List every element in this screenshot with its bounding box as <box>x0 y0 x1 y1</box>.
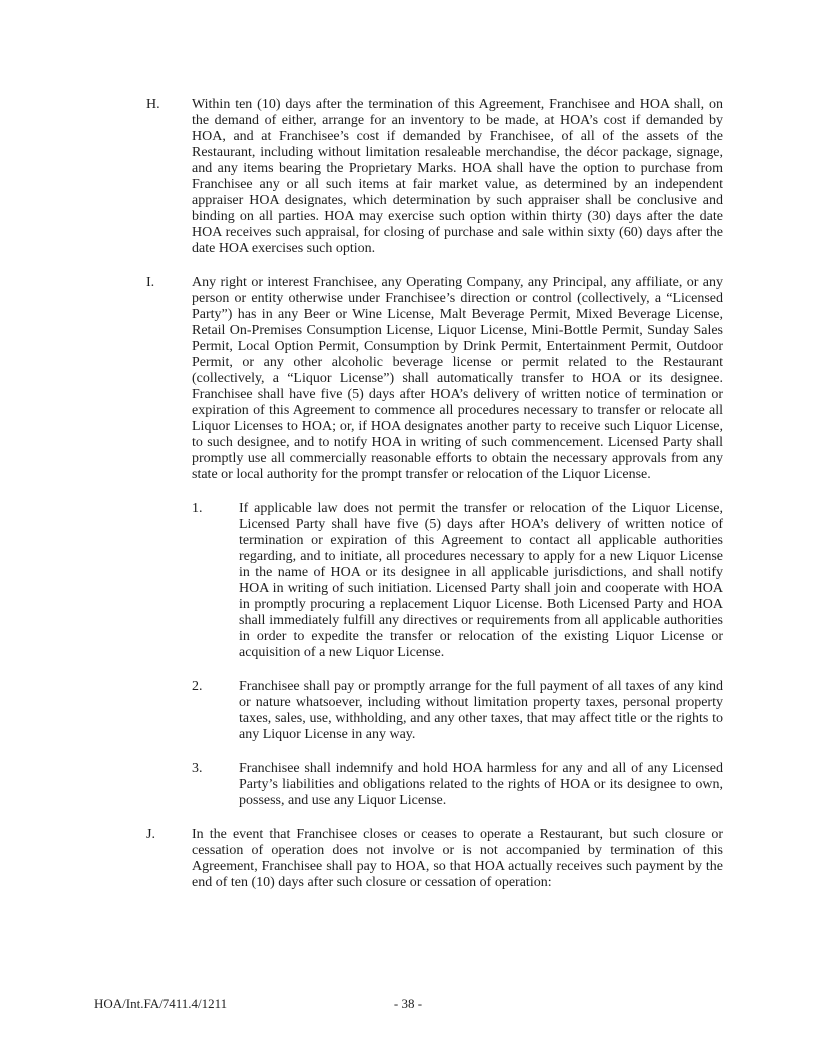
section-i-paragraph: Any right or interest Franchisee, any Operating Company, any Principal, any affiliate, or any person or entity otherwise under Franchisee’s direction or control (collectively, a “Licensed Party”) has in any Beer or Wine License, Malt Beverage Permit, Mixed Beverage License, Retail On-Premises Consumption License, Liquor License, Mini-Bottle Permit, Sunday Sales Permit, Local Option Permit, Consumption by Drink Permit, Entertainment Permit, Outdoor Permit, or any other alcoholic beverage license or permit related to the Restaurant (collectively, a “Liquor License”) shall automatically transfer to HOA or its designee. Franchisee shall have five (5) days after HOA’s delivery of written notice of termination or expiration of this Agreement to commence all procedures necessary to transfer or relocate all Liquor Licenses to HOA; or, if HOA designates another party to receive such Liquor License, to such designee, and to notify HOA in writing of such commencement. Licensed Party shall promptly use all commercially reasonable efforts to obtain the necessary approvals from any state or local authority for the prompt transfer or relocation of the Liquor License. <box>192 275 723 482</box>
section-i-item-3 <box>192 761 723 809</box>
page-body-text <box>146 97 723 891</box>
section-j-label: J. <box>146 827 155 842</box>
page-number: - 38 - <box>393 996 423 1011</box>
section-i <box>146 275 723 483</box>
section-j <box>146 827 723 891</box>
section-i-item-3-paragraph: Franchisee shall indemnify and hold HOA harmless for any and all of any Licensed Party’s liabilities and obligations related to the rights of HOA or its designee to own, possess, and use any Liquor License. <box>239 761 723 808</box>
section-i-item-2-number: 2. <box>192 679 203 694</box>
section-h-paragraph: Within ten (10) days after the termination of this Agreement, Franchisee and HOA shall, on the demand of either, arrange for an inventory to be made, at HOA’s cost if demanded by HOA, and at Franchisee’s cost if demanded by Franchisee, of all of the assets of the Restaurant, including without limitation resaleable merchandise, the décor package, signage, and any items bearing the Proprietary Marks. HOA shall have the option to purchase from Franchisee any or all such items at fair market value, as determined by an independent appraiser HOA designates, which determination by such appraiser shall be conclusive and binding on all parties. HOA may exercise such option within thirty (30) days after the date HOA receives such appraisal, for closing of purchase and sale within sixty (60) days after the date HOA exercises such option. <box>192 97 723 256</box>
section-j-paragraph: In the event that Franchisee closes or ceases to operate a Restaurant, but such closure or cessation of operation does not involve or is not accompanied by termination of this Agreement, Franchisee shall pay to HOA, so that HOA actually receives such payment by the end of ten (10) days after such closure or cessation of operation: <box>192 827 723 890</box>
section-h <box>146 97 723 257</box>
page-footer <box>0 996 816 1011</box>
section-i-label: I. <box>146 275 155 290</box>
section-i-item-1-number: 1. <box>192 501 203 516</box>
section-i-item-1 <box>192 501 723 661</box>
section-i-item-3-number: 3. <box>192 761 203 776</box>
section-i-item-2 <box>192 679 723 743</box>
section-i-item-1-paragraph: If applicable law does not permit the transfer or relocation of the Liquor License, Licensed Party shall have five (5) days after HOA’s delivery of written notice of termination or expiration of this Agreement to contact all applicable authorities regarding, and to initiate, all procedures necessary to apply for a new Liquor License in the name of HOA or its designee in all applicable jurisdictions, and shall notify HOA in writing of such initiation. Licensed Party shall join and cooperate with HOA in promptly procuring a replacement Liquor License. Both Licensed Party and HOA shall immediately fulfill any directives or requirements from all applicable authorities in order to expedite the transfer or relocation of the existing Liquor License or acquisition of a new Liquor License. <box>239 501 723 660</box>
section-h-label: H. <box>146 97 160 112</box>
section-i-item-2-paragraph: Franchisee shall pay or promptly arrange for the full payment of all taxes of any kind or nature whatsoever, including without limitation property taxes, personal property taxes, sales, use, withholding, and any other taxes, that may affect title or the rights to any Liquor License in any way. <box>239 679 723 742</box>
document-number: HOA/Int.FA/7411.4/1211 <box>94 996 228 1011</box>
